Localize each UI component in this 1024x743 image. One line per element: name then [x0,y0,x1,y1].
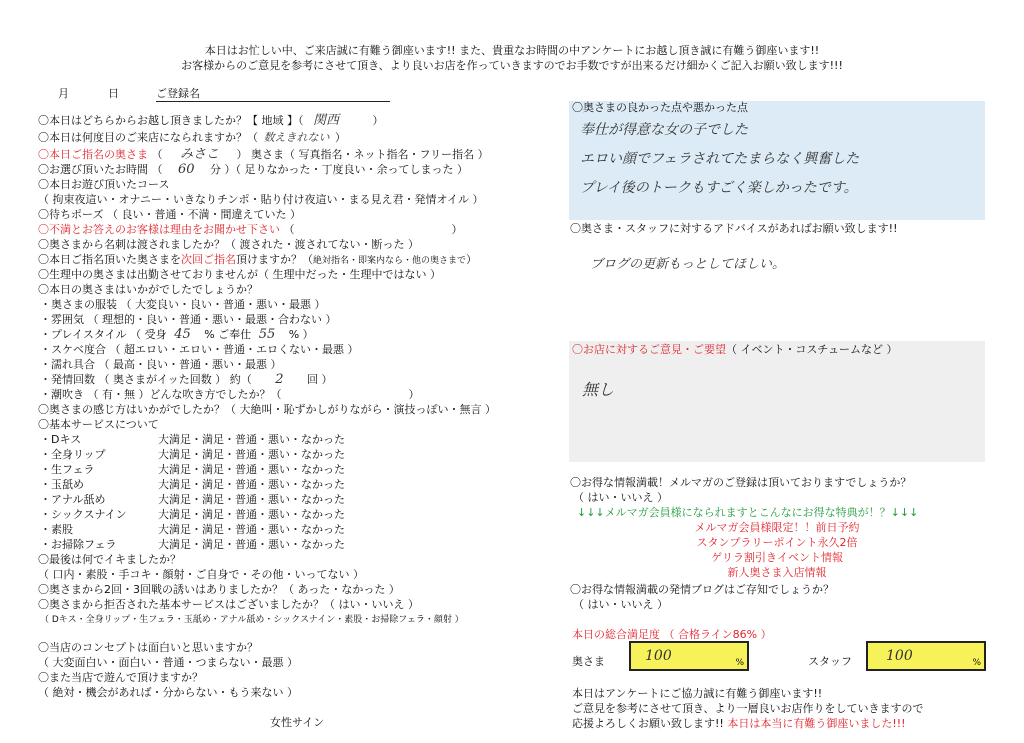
service-rating-options: 大満足・満足・普通・悪い・なかった [158,538,345,551]
perk-1: メルマガ会員様限定！！前日予約 [694,521,860,534]
request-title-rest: （ イベント・コスチュームなど ） [726,343,898,356]
satisfaction-staff-pct: % [972,658,981,668]
day-label: 日 [108,87,119,100]
item-atmosphere: ・雰囲気 （ 理想的・良い・普通・悪い・最悪・合わない ） [40,313,337,326]
service-rating-options: 大満足・満足・普通・悪い・なかった [158,493,345,506]
satisfaction-staff-value: 100 [886,648,913,664]
good-bad-line-1: 奉仕が得意な女の子でした [580,122,748,138]
item-play-style [40,328,314,342]
answer-service-pct: 55 [258,327,276,342]
item-lewdness: ・スケベ度合 （ 超エロい・エロい・普通・エロくない・最悪 ） [40,343,359,356]
newsletter-question: 〇お得な情報満載！メルマガのご登録は頂いておりますでしょうか？ [570,476,912,489]
answer-time: 60 [178,162,195,177]
question-reason-close: ） [451,223,463,236]
blog-question: 〇お得な情報満載の発情ブログはご存知でしょうか？ [570,583,834,596]
request-box [569,341,985,462]
service-name: ・素股 [40,523,73,536]
service-name: ・玉舐め [40,478,84,491]
item-clothing: ・奥さまの服装 （ 大変良い・良い・普通・悪い・最悪 ） [40,298,326,311]
question-nominated [38,148,489,162]
service-name: ・シックスナイン [40,508,127,521]
answer-visit-count: 数えきれない [263,131,330,144]
perk-2: スタンプラリーポイント永久2倍 [696,536,858,549]
question-second-round: 〇奥さまから2回・3回戦の誘いはありましたか？（ あった・なかった ） [38,583,400,596]
advice-answer: ブログの更新もっとしてほしい。 [590,257,786,272]
question-time-rest: 分 ）（ 足りなかった・丁度良い・余ってしまった ） [210,163,469,176]
service-name: ・Dキス [40,433,82,446]
service-rating-options: 大満足・満足・普通・悪い・なかった [158,433,345,446]
item-play-style-b: % ご奉仕 [204,328,252,341]
satisfaction-staff-label: スタッフ [808,655,852,668]
question-time [38,163,468,177]
service-rating-options: 大満足・満足・普通・悪い・なかった [158,508,345,521]
question-visit-count-close: ） [335,131,346,144]
question-refused-service: 〇奥さまから拒否された基本サービスはございましたか？（ はい・いいえ ） [38,598,419,611]
refused-service-options: （ Dキス・全身リップ・生フェラ・玉舐め・アナル舐め・シックスナイン・素股・お掃除フェラ・顔射 ） [40,615,464,625]
good-bad-line-3: プレイ後のトークもすごく楽しかったです。 [580,180,858,196]
service-rating-options: 大満足・満足・普通・悪い・なかった [158,463,345,476]
question-pose: 〇待ちポーズ （ 良い・普通・不満・間違えていた ） [38,208,301,221]
thanks-line-3 [572,717,906,731]
item-climax-count [40,373,333,387]
service-name: ・お掃除フェラ [40,538,117,551]
answer-region: 関西 [313,113,340,128]
question-next-nomination-c: ） [466,253,478,266]
service-rating-options: 大満足・満足・普通・悪い・なかった [158,448,345,461]
question-course: 〇本日お遊び頂いたコース [38,178,170,191]
question-return: 〇また当店で遊んで頂けますか？ [38,671,203,684]
good-bad-line-2: エロい顔でフェラされてたまらなく興奮した [580,151,860,167]
question-next-nomination-red: 次回ご指名 [181,253,236,266]
question-how-was: 〇本日の奥さまはいかがでしたでしょうか？ [38,283,258,296]
question-region-text: 〇本日はどちらからお越し頂きましたか？【 地域 】（ [38,114,304,127]
answer-passive-pct: 45 [174,327,191,342]
item-squirting-close: ） [408,388,420,401]
service-rating-options: 大満足・満足・普通・悪い・なかった [158,523,345,536]
registered-name-label: ご登録名 [156,87,200,100]
question-nominated-red: 〇本日ご指名の奥さま [38,148,148,161]
return-options: （ 絶対・機会があれば・分からない・もう来ない ） [38,686,298,699]
thanks-line-3-text: 応援よろしくお願い致します!! [572,717,724,730]
perk-3: ゲリラ割引きイベント情報 [711,551,843,564]
question-reaction: 〇奥さまの感じ方はいかがでしたか？（ 大絶叫・恥ずかしがりながら・演技っぽい・無言 ） [38,403,496,416]
perk-4: 新人奥さま入店情報 [727,566,827,579]
question-region [38,114,384,128]
service-name: ・生フェラ [40,463,95,476]
question-visit-count [38,131,346,145]
thanks-line-1: 本日はアンケートにご協力誠に有難う御座います!! [572,687,823,700]
newsletter-perks-banner: ↓↓↓メルマガ会員様になられますとこんなにお得な特典が！？↓↓↓ [577,506,919,519]
question-business-card: 〇奥さまから名刺は渡されましたか？（ 渡された・渡されてない・断った ） [38,238,419,251]
question-region-close: ） [372,114,384,127]
question-nominated-open: （ [151,148,163,161]
satisfaction-staff-field[interactable] [866,641,986,671]
thanks-line-2: ご意見を参考にさせて頂き、より一層良いお店作りをしていきますので [572,702,924,715]
finish-options: （ 口内・素股・手コキ・顔射・ご自身で・その他・いってない ） [38,568,364,581]
thanks-line-3-red: 本日は本当に有難う御座いました!!! [727,717,906,730]
header-line-1: 本日はお忙しい中、ご来店誠に有難う御座います!! また、貴重なお時間の中アンケートにお越し頂き誠に有難う御座います!! [204,44,820,57]
concept-options: （ 大変面白い・面白い・普通・つまらない・最悪 ） [38,656,298,669]
question-visit-count-text: 〇本日は何度目のご来店になられますか？（ [38,131,258,144]
satisfaction-okusama-field[interactable] [629,641,749,671]
satisfaction-okusama-label: 奥さま [572,655,605,668]
blog-yes-no: （ はい・いいえ ） [573,598,668,611]
question-reason-red: 〇不満とお答えのお客様は理由をお聞かせ下さい [38,223,280,236]
newsletter-yes-no: （ はい・いいえ ） [573,491,668,504]
question-period: 〇生理中の奥さまは出勤させておりませんが（ 生理中だった・生理中ではない ） [38,268,441,281]
question-next-nomination [38,253,477,268]
question-reason [38,223,463,237]
request-answer: 無し [582,380,615,399]
question-nominated-rest: ） 奥さま（ 写真指名・ネット指名・フリー指名 ） [236,148,489,161]
request-title [572,343,897,357]
advice-title: 〇奥さま・スタッフに対するアドバイスがあればお願い致します!! [570,222,898,235]
question-finish: 〇最後は何でイキましたか？ [38,553,181,566]
item-squirting [40,388,420,402]
header-line-2: お客様からのご意見を参考にさせて頂き、より良いお店を作っていきますのでお手数ですが出来るだけ細かくご記入お願い致します!!! [181,59,843,72]
item-play-style-a: ・プレイスタイル （ 受身 [40,328,167,341]
item-wetness: ・濡れ具合 （ 最高・良い・普通・悪い・最悪 ） [40,358,282,371]
question-next-nomination-a: 〇本日ご指名頂いた奥さまを [38,253,181,266]
question-basic-services: 〇基本サービスについて [38,418,159,431]
question-reason-open: （ [283,223,295,236]
question-concept: 〇当店のコンセプトは面白いと思いますか？ [38,641,258,654]
service-name: ・アナル舐め [40,493,106,506]
signature-label: 女性サイン [270,716,325,729]
service-rating-options: 大満足・満足・普通・悪い・なかった [158,478,345,491]
item-squirting-text: ・潮吹き （ 有・無 ）どんな吹き方でしたか？（ [40,388,282,401]
registered-name-field[interactable] [156,87,390,102]
satisfaction-title: 本日の総合満足度 （ 合格ライン86% ） [572,628,772,641]
course-options: （ 拘束夜這い・オナニー・いきなりチンポ・貼り付け夜這い・まる見え君・発情オイル ） [38,193,484,206]
month-label: 月 [58,87,69,100]
satisfaction-okusama-pct: % [735,658,744,668]
good-bad-points-title: 〇奥さまの良かった点や悪かった点 [572,101,748,114]
service-name: ・全身リップ [40,448,106,461]
item-climax-count-a: ・発情回数 （ 奥さまがイッた回数 ） 約（ [40,373,252,386]
request-title-red: 〇お店に対するご意見・ご要望 [572,343,726,356]
item-climax-count-b: 回 ） [307,373,333,386]
item-play-style-c: % ） [288,328,314,341]
question-time-text: 〇お選び頂いたお時間 （ [38,163,163,176]
answer-climax-count: 2 [275,372,284,387]
question-next-nomination-small: 絶対指名・即案内なら・他の奥さまで [313,256,467,266]
satisfaction-okusama-value: 100 [645,648,672,664]
answer-nominated-name: みさこ [180,147,220,162]
question-next-nomination-b: 頂けますか？（ [236,253,313,266]
